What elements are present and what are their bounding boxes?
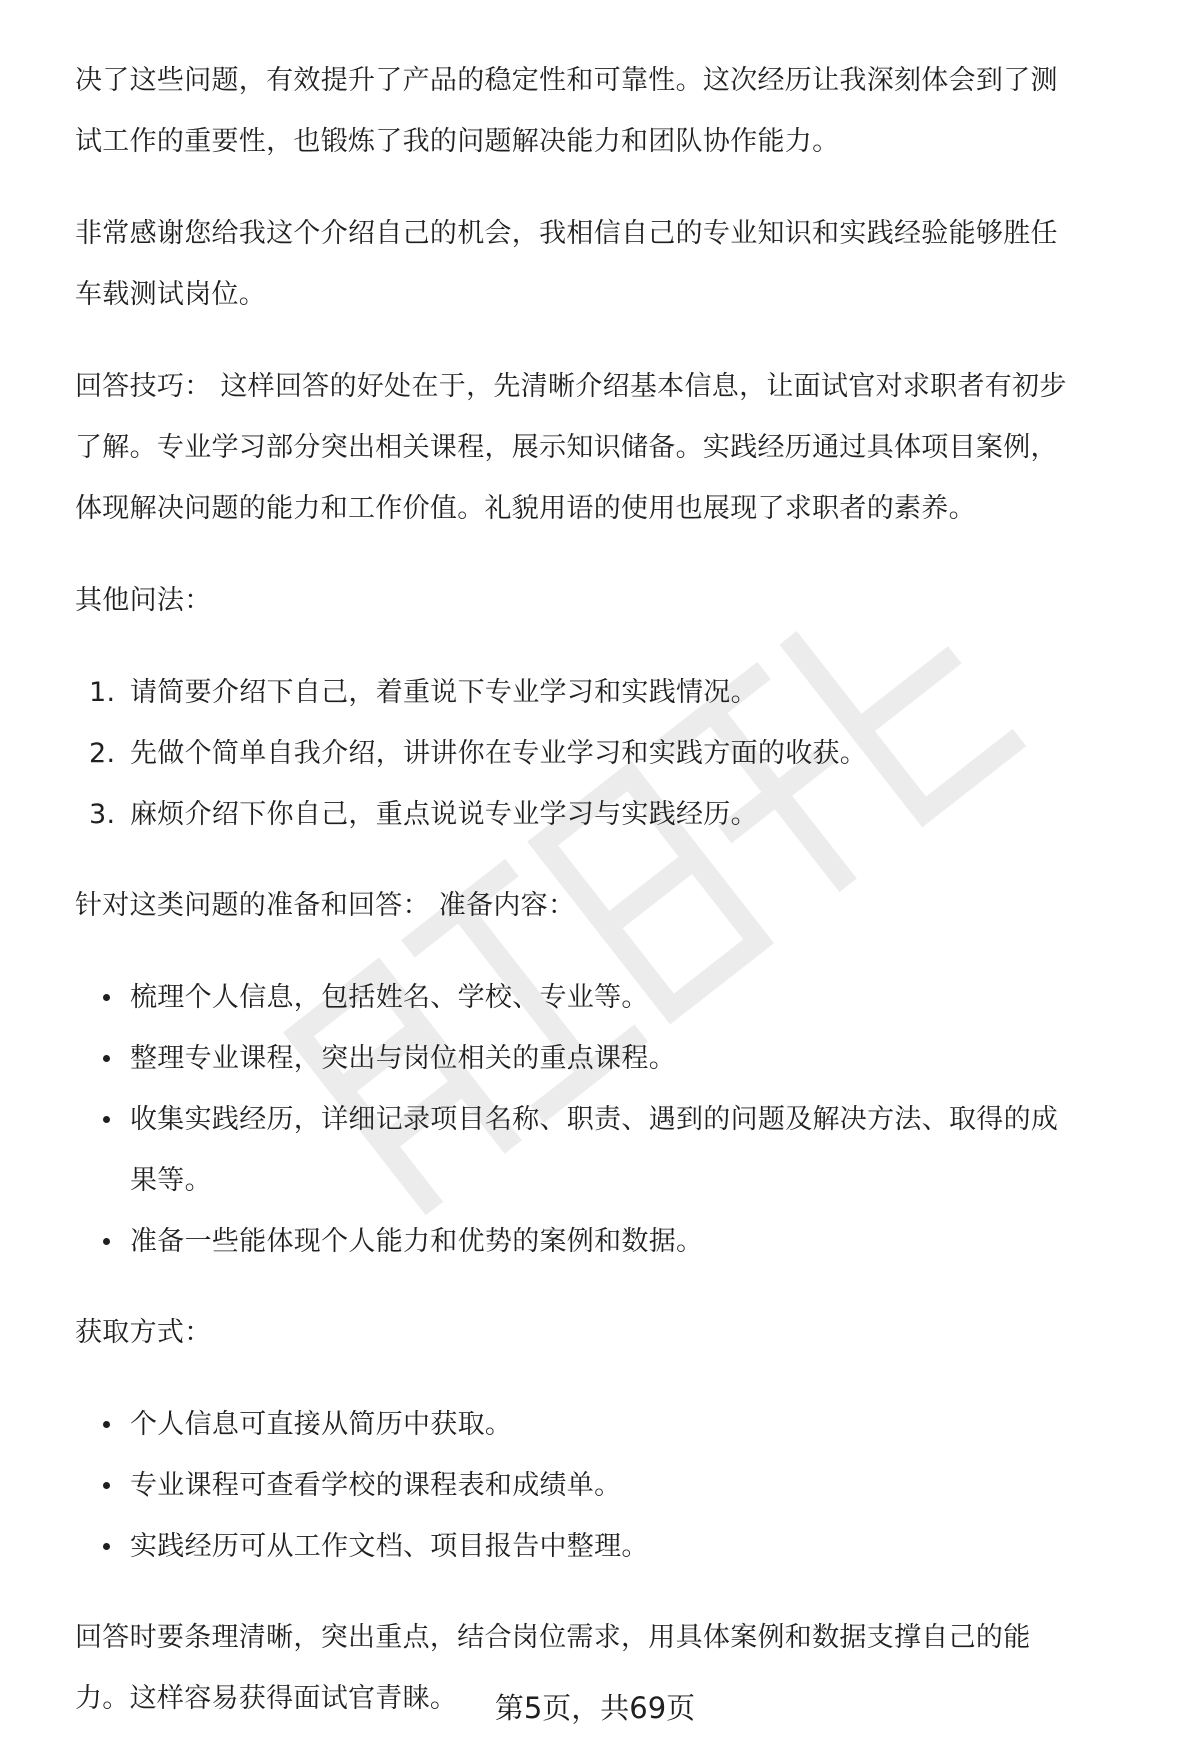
paragraph-line: 体现解决问题的能力和工作价值。礼貌用语的使用也展现了求职者的素养。 [75, 493, 976, 524]
list-item-text: 收集实践经历，详细记录项目名称、职责、遇到的问题及解决方法、取得的成 [130, 1104, 1059, 1135]
preparation-section [75, 875, 1175, 936]
list-item-text: 实践经历可从工作文档、项目报告中整理。 [130, 1531, 649, 1562]
list-item-text-continued: 果等。 [130, 1165, 212, 1196]
list-item [75, 1516, 1175, 1577]
list-item [75, 1455, 1175, 1516]
list-item [75, 1028, 1175, 1089]
list-item-text: 麻烦介绍下你自己，重点说说专业学习与实践经历。 [130, 799, 758, 830]
paragraph-testing-experience [75, 50, 1175, 172]
other-questions-section [75, 570, 1175, 631]
paragraph-line: 力。这样容易获得面试官青睐。 [75, 1683, 458, 1714]
document-body [75, 50, 1175, 1729]
section-heading: 针对这类问题的准备和回答： 准备内容： [75, 890, 576, 921]
list-item [75, 1211, 1175, 1272]
paragraph-line: 车载测试岗位。 [75, 279, 267, 310]
paragraph-answer-tips [75, 356, 1175, 539]
paragraph-line: 试工作的重要性，也锻炼了我的问题解决能力和团队协作能力。 [75, 126, 840, 157]
list-item-text: 梳理个人信息，包括姓名、学校、专业等。 [130, 982, 649, 1013]
list-item-text: 先做个简单自我介绍，讲讲你在专业学习和实践方面的收获。 [130, 738, 868, 769]
section-heading: 获取方式： [75, 1317, 212, 1348]
paragraph-thanks [75, 203, 1175, 325]
list-item [75, 967, 1175, 1028]
list-item-text: 整理专业课程，突出与岗位相关的重点课程。 [130, 1043, 676, 1074]
bullet-icon [103, 1482, 110, 1489]
list-item-text: 专业课程可查看学校的课程表和成绩单。 [130, 1470, 622, 1501]
page-number: 第5页，共69页 [494, 1691, 696, 1725]
bullet-icon [103, 1543, 110, 1550]
bullet-icon [103, 1238, 110, 1245]
other-questions-list [75, 662, 1175, 845]
paragraph-line: 回答技巧： 这样回答的好处在于，先清晰介绍基本信息，让面试官对求职者有初步 [75, 371, 1067, 402]
preparation-list [75, 967, 1175, 1272]
bullet-icon [103, 1421, 110, 1428]
list-item [75, 1394, 1175, 1455]
bullet-icon [103, 994, 110, 1001]
acquisition-list [75, 1394, 1175, 1577]
bullet-icon [103, 1116, 110, 1123]
list-item-text: 个人信息可直接从简历中获取。 [130, 1409, 513, 1440]
list-item [75, 1089, 1175, 1211]
section-heading: 其他问法： [75, 585, 212, 616]
list-item [75, 784, 1175, 845]
list-item-text: 准备一些能体现个人能力和优势的案例和数据。 [130, 1226, 704, 1257]
list-number: 2. [89, 738, 116, 769]
list-item [75, 662, 1175, 723]
bullet-icon [103, 1055, 110, 1062]
paragraph-line: 回答时要条理清晰，突出重点，结合岗位需求，用具体案例和数据支撑自己的能 [75, 1622, 1031, 1653]
paragraph-line: 非常感谢您给我这个介绍自己的机会，我相信自己的专业知识和实践经验能够胜任 [75, 218, 1058, 249]
paragraph-line: 了解。专业学习部分突出相关课程，展示知识储备。实践经历通过具体项目案例， [75, 432, 1058, 463]
paragraph-line: 决了这些问题，有效提升了产品的稳定性和可靠性。这次经历让我深刻体会到了测 [75, 65, 1058, 96]
list-number: 1. [89, 677, 116, 708]
acquisition-section [75, 1302, 1175, 1363]
list-item-text: 请简要介绍下自己，着重说下专业学习和实践情况。 [130, 677, 758, 708]
list-item [75, 723, 1175, 784]
list-number: 3. [89, 799, 116, 830]
